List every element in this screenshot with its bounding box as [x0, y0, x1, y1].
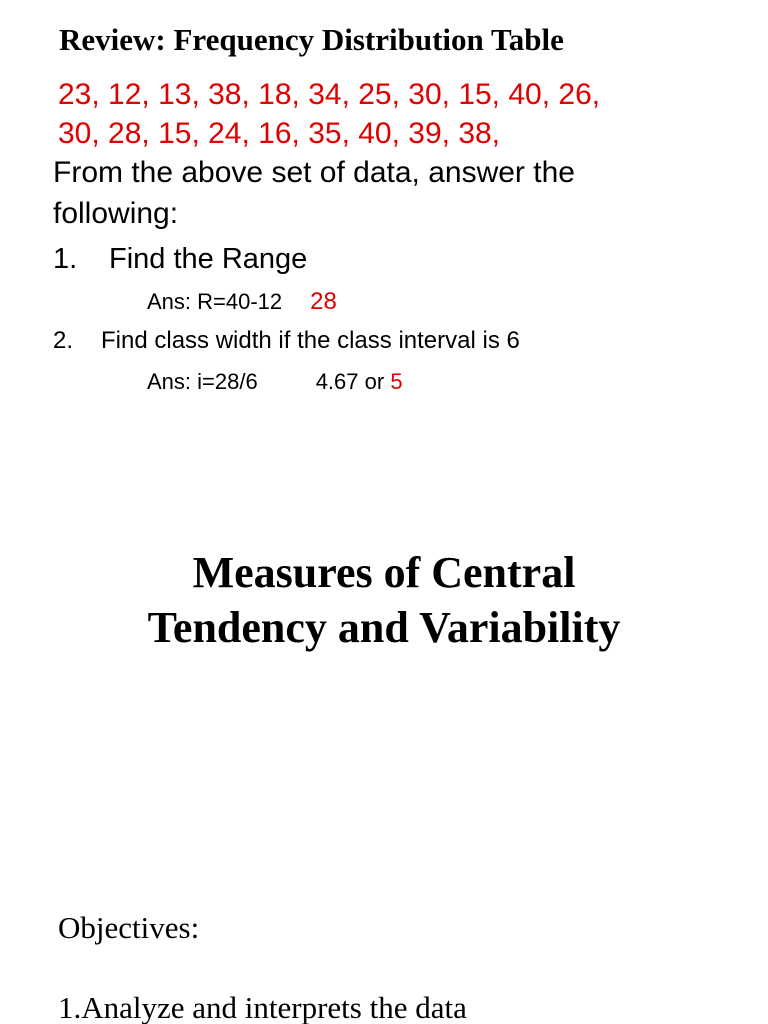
objective-item-1: 1.Analyze and interprets the data: [58, 990, 467, 1024]
review-title: Review: Frequency Distribution Table: [59, 22, 564, 57]
question-1-text: Find the Range: [109, 243, 308, 275]
question-1-number: 1.: [53, 243, 78, 275]
answer-2: [147, 369, 403, 395]
answer-2-result: 5: [390, 369, 403, 394]
answer-1-label: Ans: R=40-12: [147, 289, 283, 314]
question-2-number: 2.: [53, 327, 74, 354]
main-title-line-2: Tendency and Variability: [147, 603, 621, 652]
main-title-line-1: Measures of Central: [192, 548, 576, 597]
question-2: [53, 327, 520, 355]
answer-2-label: Ans: i=28/6: [147, 369, 258, 394]
answer-2-extra: 4.67 or: [315, 369, 385, 394]
intro-text: From the above set of data, answer the following:: [53, 156, 575, 230]
main-title: [0, 545, 768, 655]
question-2-text: Find class width if the class interval is 6: [101, 327, 520, 354]
answer-1: [147, 288, 337, 316]
question-1: [53, 243, 307, 276]
data-values-line-1: 23, 12, 13, 38, 18, 34, 25, 30, 15, 40, 26,: [58, 78, 601, 111]
answer-1-result: 28: [310, 288, 337, 315]
data-values-line-2: 30, 28, 15, 24, 16, 35, 40, 39, 38,: [58, 117, 501, 150]
objectives-heading: Objectives:: [58, 910, 200, 945]
